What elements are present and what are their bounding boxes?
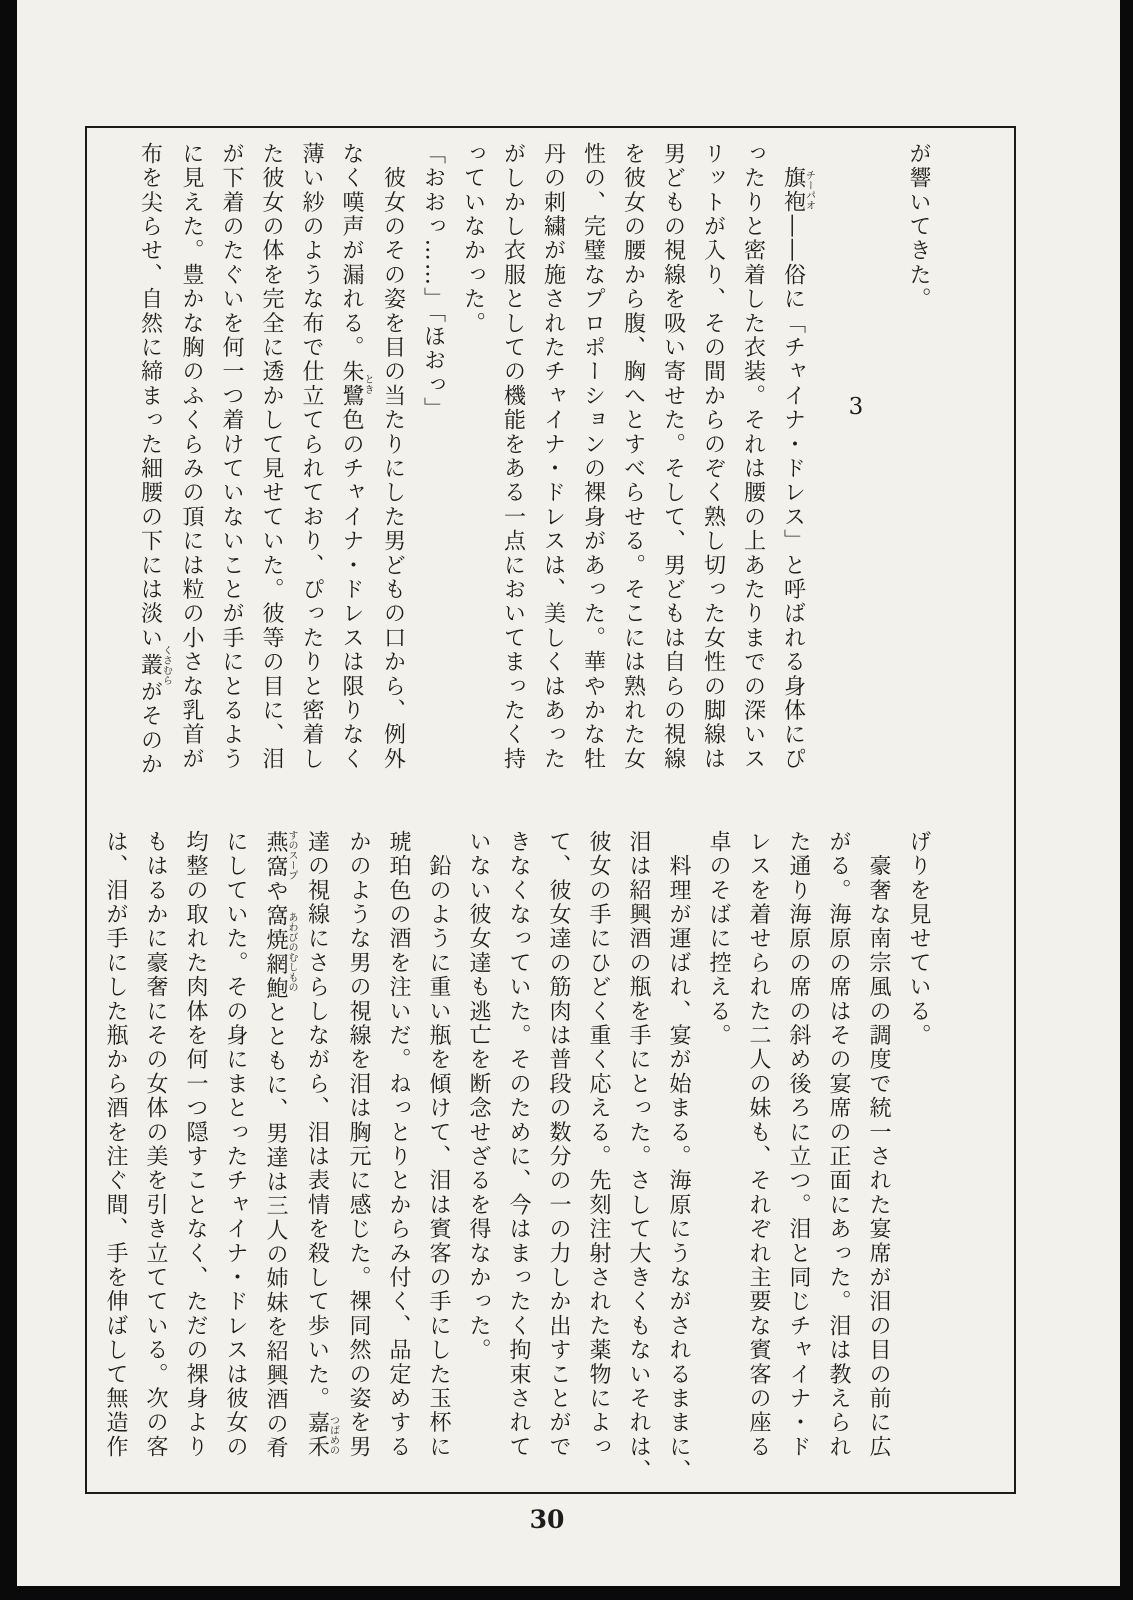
text-column: いない彼女達も逃亡を断念せざるを得なかった。 [466, 830, 491, 1363]
text-column: 琥珀色の酒を注いだ。ねっとりとからみ付く、品定めする [386, 830, 411, 1460]
text-column: た通り海原の席の斜め後ろに立つ。泪と同じチャイナ・ド [786, 830, 811, 1460]
text-column: 彼女のその姿を目の当たりにした男どもの口から、例外 [380, 142, 406, 772]
text-column: がしかし衣服としての機能をある一点においてまったく持 [500, 142, 526, 772]
chapter-number: 3 [843, 394, 869, 423]
text-column: 鉛のように重い瓶を傾けて、泪は賓客の手にした玉杯に [426, 830, 451, 1460]
ruby-annotated-word: 嘉禾つばめの [304, 1410, 339, 1460]
text-column: にしていた。その身にまとったチャイナ・ドレスは彼女の [223, 830, 248, 1460]
ruby-annotated-word: 朱鷺とき [339, 359, 373, 409]
text-column: 旗袍チーパオ――俗に「チャイナ・ドレス」と呼ばれる身体にぴ [780, 166, 815, 772]
text-column: きなくなっていた。そのために、今はまったく拘束されて [506, 830, 531, 1460]
text-column: 料理が運ばれ、宴が始まる。海原にうながされるままに、 [666, 830, 691, 1484]
text-column: なく嘆声が漏れる。朱鷺とき色のチャイナ・ドレスは限りなく [339, 142, 373, 772]
text-column: 卓のそばに控える。 [706, 830, 731, 1048]
ruby-annotated-word: 旗袍チーパオ [780, 166, 815, 215]
text-column: もはるかに豪奢にその女体の美を引き立てている。次の客 [143, 830, 168, 1460]
text-column: 丹の刺繍が施されたチャイナ・ドレスは、美しくはあった [540, 142, 566, 772]
text-column: 男どもの視線を吸い寄せた。そして、男どもは自らの視線 [660, 142, 686, 772]
text-column: がる。海原の席はその宴席の正面にあった。泪は教えられ [826, 830, 851, 1460]
text-column: 豪奢な南宗風の調度で統一された宴席が泪の目の前に広 [866, 830, 891, 1460]
text-column: 燕窩すのスープや窩焼網鮑あわびのむしものとともに、男達は三人の姉妹を紹興酒の肴 [263, 830, 297, 1461]
text-column: リットが入り、その間からのぞく熟し切った女性の脚線は [700, 142, 726, 772]
text-column: 彼女の手にひどく重く応える。先刻注射された薬物によっ [586, 830, 611, 1460]
text-column: 布を尖らせ、自然に締まった細腰の下には淡い叢くさむらがそのか [137, 142, 172, 777]
text-column: を彼女の腰から腹、胸へとすべらせる。そこには熟れた女 [620, 142, 646, 772]
text-block-top [130, 142, 939, 777]
text-block-bottom [95, 830, 938, 1483]
text-frame-border [85, 126, 1016, 1494]
text-column: 性の、完璧なプロポーションの裸身があった。華やかな牡 [580, 142, 606, 772]
text-column: 均整の取れた肉体を何一つ隠すことなく、ただの裸身より [183, 830, 208, 1460]
text-column: が響いてきた。 [906, 142, 931, 312]
text-column: 「おおっ……」「ほおっ」 [420, 142, 446, 422]
paper-sheet [17, 0, 1120, 1586]
text-column: かのような男の視線を泪は胸元に感じた。裸同然の姿を男 [346, 830, 371, 1460]
text-column: っていなかった。 [460, 142, 486, 336]
ruby-annotated-word: 窩焼網鮑あわびのむしもの [263, 903, 297, 1001]
ruby-annotated-word: 燕窩すのスープ [263, 830, 297, 880]
text-column: に見えた。豊かな胸のふくらみの頂には粒の小さな乳首が [179, 142, 204, 772]
text-column: 達の視線にさらしながら、泪は表情を殺して歩いた。嘉禾つばめの [304, 830, 339, 1460]
ruby-annotated-word: 叢くさむら [137, 645, 172, 686]
text-column: 泪は紹興酒の瓶を手にとった。さして大きくもないそれは、 [626, 830, 651, 1484]
text-column: 薄い紗のような布で仕立てられており、ぴったりと密着し [299, 142, 324, 772]
text-column: は、泪が手にした瓶から酒を注ぐ間、手を伸ばして無造作 [103, 830, 128, 1460]
text-column: が下着のたぐいを何一つ着けていないことが手にとるよう [219, 142, 244, 772]
text-column: た彼女の体を完全に透かして見せていた。彼等の目に、泪 [259, 142, 284, 772]
text-column: て、彼女達の筋肉は普段の数分の一の力しか出すことがで [546, 830, 571, 1460]
text-column: ったりと密着した衣装。それは腰の上あたりまでの深いス [740, 142, 766, 772]
page-number: 30 [529, 1505, 565, 1534]
text-column: レスを着せられた二人の妹も、それぞれ主要な賓客の座る [746, 830, 771, 1460]
text-column: げりを見せている。 [906, 830, 931, 1048]
